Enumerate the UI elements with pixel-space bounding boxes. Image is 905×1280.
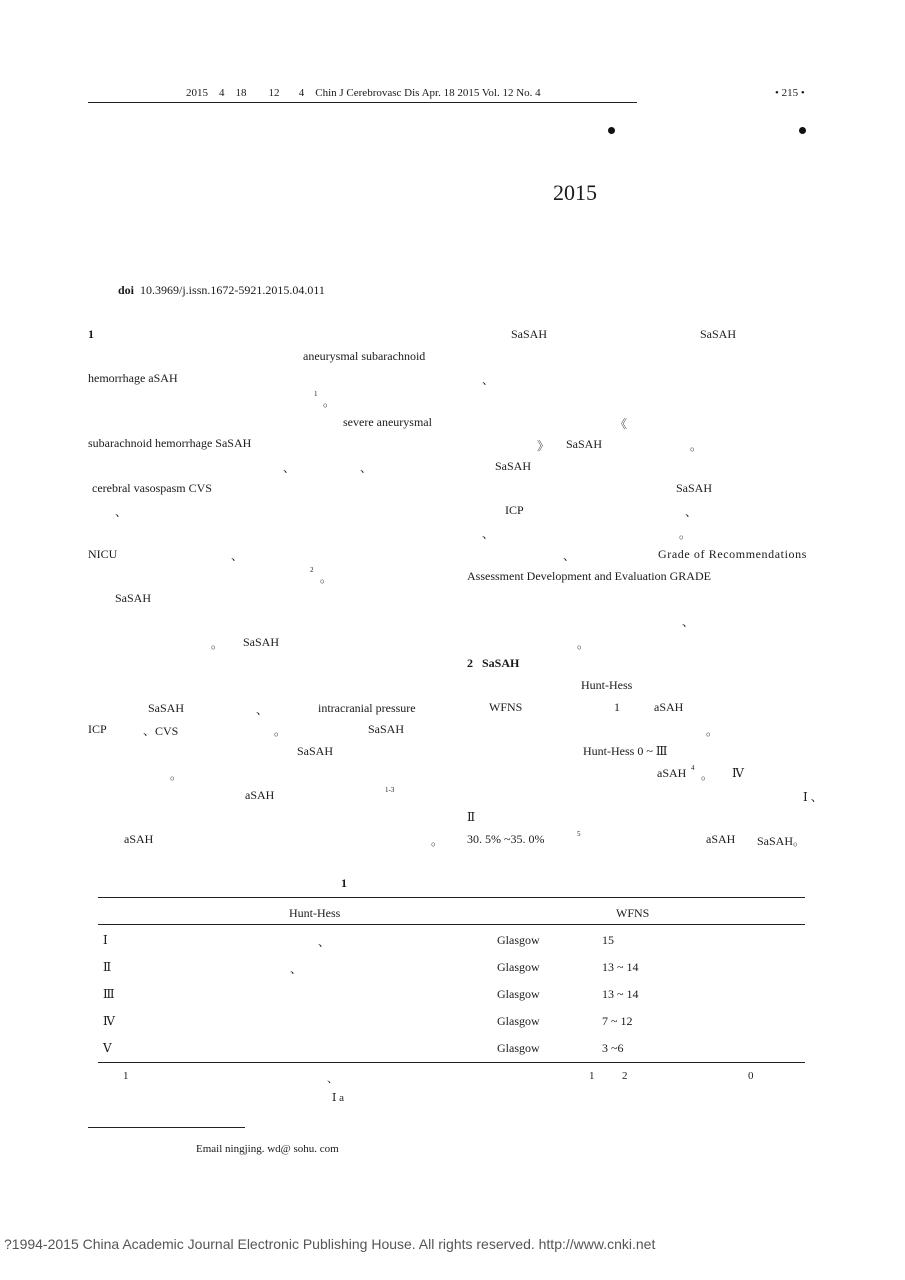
text: aSAH [657,766,687,780]
bullet-dot-icon [799,127,806,134]
table-cell-grade: Ⅰ [103,933,108,947]
text: Assessment Development and Evaluation GRADE [467,569,711,583]
text: 、 [256,703,269,717]
table-cell-glasgow: Glasgow [497,960,540,974]
running-header: 2015 4 18 12 4 Chin J Cerebrovasc Dis Apr. 18 2015 Vol. 12 No. 4 [186,87,541,99]
title-year: 2015 [553,180,597,205]
table-cell-score: 3 ~6 [602,1041,624,1055]
table-note: Ⅰ a [332,1092,344,1104]
text: Ⅰ 、 [803,790,823,804]
table-cell-grade: Ⅲ [103,987,115,1001]
text: Ⅳ [732,766,744,780]
text: aneurysmal subarachnoid [303,349,426,363]
page-number: • 215 • [775,87,805,99]
text: 。 [274,724,287,738]
table-cell-glasgow: Glasgow [497,987,540,1001]
section-2-heading [467,656,519,671]
section-2-title: SaSAH [482,656,520,670]
text: SaSAH [297,744,334,758]
citation: 5 [577,830,581,838]
text: Grade of Recommendations [658,547,808,561]
text: NICU [88,547,118,561]
text: SaSAH [368,722,405,736]
text: 、 [360,461,373,475]
text: 、 [482,527,495,541]
table-cell-grade: Ⅱ [103,960,112,974]
text: SaSAH [115,591,152,605]
text: 。 [170,768,183,782]
text: 。 [320,571,333,585]
text: 、 [682,615,695,629]
text: 。 [431,834,444,848]
table-cell-grade: Ⅴ [103,1041,112,1055]
text: SaSAH [495,459,532,473]
text: aSAH [654,700,684,714]
table-note: 2 [622,1070,628,1082]
doi-line [118,283,325,298]
bullet-dot-icon [608,127,615,134]
table-cell-hunt-hess: 、 [318,935,331,949]
text: ICP [88,722,107,736]
footnote-rule [88,1127,245,1128]
doi-value: 10.3969/j.issn.1672-5921.2015.04.011 [140,283,325,297]
citation: 1 [314,390,318,398]
table-header-hunt-hess: Hunt-Hess [289,906,341,920]
table-cell-hunt-hess: 、 [290,962,303,976]
text: SaSAH [676,481,713,495]
text: subarachnoid hemorrhage SaSAH [88,436,252,450]
table-header-rule [98,924,805,925]
text: intracranial pressure [318,701,416,715]
text: aSAH [706,832,736,846]
text: 30. 5% ~35. 0% [467,832,545,846]
table-note: 1 [123,1070,129,1082]
table-top-rule [98,897,805,898]
text: Ⅱ [467,810,476,824]
text: 。 [706,724,719,738]
text: cerebral vasospasm CVS [92,481,212,495]
text: 。 [211,637,224,651]
section-2-number: 2 [467,656,473,670]
text: 。 [577,637,590,651]
text: WFNS [489,700,523,714]
text: aSAH [124,832,154,846]
table-cell-glasgow: Glasgow [497,933,540,947]
text: 、CVS [143,724,179,738]
text: Hunt-Hess [581,678,633,692]
citation: 4 [691,764,695,772]
footnote-email: Email ningjing. wd@ sohu. com [196,1143,339,1155]
text: SaSAH [511,327,548,341]
text: 。 [323,395,336,409]
text: 、 [115,505,128,519]
text: 、 [685,505,698,519]
text: 。 [690,439,703,453]
table-header-wfns: WFNS [616,906,650,920]
citation: 2 [310,566,314,574]
text: SaSAH [566,437,603,451]
table-cell-grade: Ⅳ [103,1014,115,1028]
text: 》 [537,439,550,453]
text: SaSAH [243,635,280,649]
text: Hunt-Hess 0 ~ Ⅲ [583,744,668,758]
header-rule [88,102,637,103]
text: hemorrhage aSAH [88,371,178,385]
table-bottom-rule [98,1062,805,1063]
text: 、 [482,373,495,387]
table-cell-glasgow: Glasgow [497,1014,540,1028]
table-cell-score: 15 [602,933,614,947]
text: SaSAH。 [757,834,806,848]
table-note: 0 [748,1070,754,1082]
text: ICP [505,503,524,517]
text: 1 [614,700,620,714]
text: SaSAH [148,701,185,715]
text: 。 [701,768,714,782]
text: 、 [231,549,244,563]
table-cell-score: 13 ~ 14 [602,960,639,974]
text: 。 [679,527,692,541]
table-cell-score: 13 ~ 14 [602,987,639,1001]
citation: 1-3 [385,786,395,794]
doi-label: doi [118,283,135,297]
text: severe aneurysmal [343,415,432,429]
text: SaSAH [700,327,737,341]
table-title: 1 [341,876,347,890]
text: aSAH [245,788,275,802]
text: 《 [615,417,628,431]
table-cell-score: 7 ~ 12 [602,1014,633,1028]
section-1-number: 1 [88,327,94,341]
text: 、 [283,461,296,475]
text: 、 [563,549,576,563]
table-cell-glasgow: Glasgow [497,1041,540,1055]
copyright-watermark: ?1994-2015 China Academic Journal Electronic Publishing House. All rights reserved. http://www.cnki.net [4,1236,656,1252]
table-note: 1 [589,1070,595,1082]
table-note: 、 [327,1073,338,1085]
